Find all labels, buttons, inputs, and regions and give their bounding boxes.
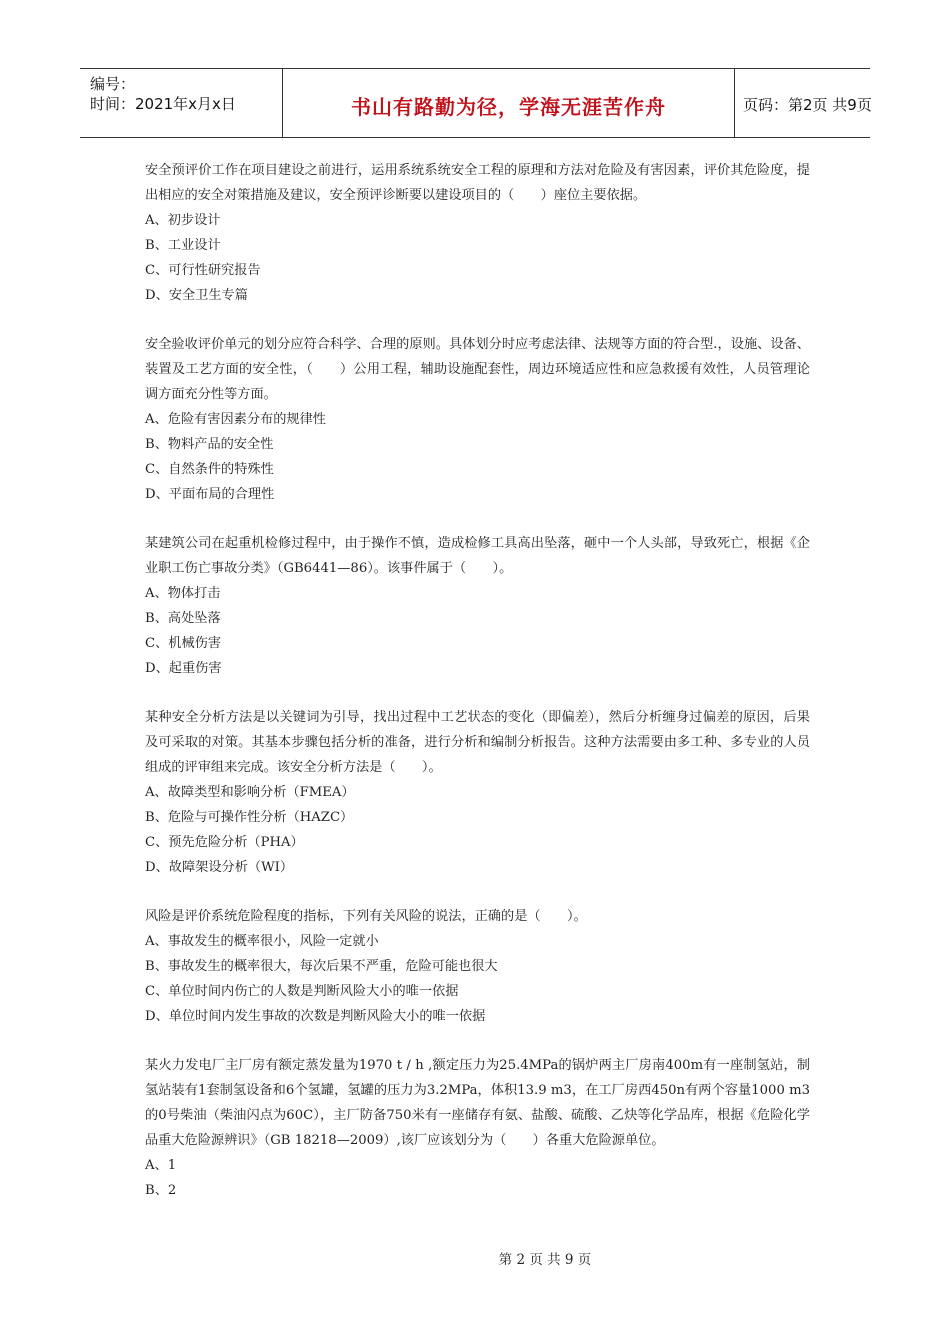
option-b: B、物料产品的安全性 <box>145 437 274 452</box>
question-item <box>145 531 810 681</box>
option-a: A、危险有害因素分布的规律性 <box>145 412 326 427</box>
option-b: B、2 <box>145 1183 177 1198</box>
header-page-code: 页码：第2页 共9页 <box>743 96 872 114</box>
header-motto-cell <box>283 69 735 137</box>
option-d: D、起重伤害 <box>145 661 222 676</box>
document-number-label: 编号： <box>90 75 136 93</box>
option-d: D、安全卫生专篇 <box>145 288 248 303</box>
header-motto: 书山有路勤为径，学海无涯苦作舟 <box>351 95 666 119</box>
question-item <box>145 158 810 308</box>
option-b: B、事故发生的概率很大，每次后果不严重，危险可能也很大 <box>145 959 498 974</box>
question-item <box>145 705 810 880</box>
question-stem: 安全预评价工作在项目建设之前进行，运用系统系统安全工程的原理和方法对危险及有害因素，评价其危险度，提出相应的安全对策措施及建议，安全预评诊断要以建设项目的（ ）座位主要依据。 <box>145 163 810 203</box>
question-stem: 某种安全分析方法是以关键词为引导，找出过程中工艺状态的变化（即偏差），然后分析缠身过偏差的原因，后果及可采取的对策。其基本步骤包括分析的准备，进行分析和编制分析报告。这种方法需要由多工种、多专业的人员组成的评审组来完成。该安全分析方法是（ ）。 <box>145 710 810 775</box>
option-a: A、物体打击 <box>145 586 221 601</box>
document-time-label: 时间：2021年x月x日 <box>90 95 236 113</box>
page-header <box>80 68 870 138</box>
option-c: C、预先危险分析（PHA） <box>145 835 304 850</box>
header-meta-cell <box>80 69 283 137</box>
question-item <box>145 1053 810 1203</box>
option-d: D、故障架设分析（WI） <box>145 860 294 875</box>
option-c: C、自然条件的特殊性 <box>145 462 274 477</box>
question-item <box>145 332 810 507</box>
question-stem: 某建筑公司在起重机检修过程中，由于操作不慎，造成检修工具高出坠落，砸中一个人头部，导致死亡，根据《企业职工伤亡事故分类》（GB6441—86）。该事件属于（ ）。 <box>145 536 810 576</box>
option-a: A、1 <box>145 1158 177 1173</box>
question-list <box>145 158 810 1227</box>
option-c: C、单位时间内伤亡的人数是判断风险大小的唯一依据 <box>145 984 459 999</box>
question-stem: 安全验收评价单元的划分应符合科学、合理的原则。具体划分时应考虑法律、法规等方面的符合型.，设施、设备、装置及工艺方面的安全性，（ ）公用工程，辅助设施配套性，周边环境适应性和应急救援有效性，人员管理论调方面充分性等方面。 <box>145 337 810 402</box>
option-a: A、事故发生的概率很小，风险一定就小 <box>145 934 379 949</box>
question-stem: 某火力发电厂主厂房有额定蒸发量为1970 t / h ,额定压力为25.4MPa的锅炉两主厂房南400m有一座制氢站，制氢站装有1套制氢设备和6个氢罐，氢罐的压力为3.2MPa，体积13.9 m3，在工厂房西450n有两个容量1000 m3的0号柴油（柴油闪点为60C），主厂防备750米有一座储存有氨、盐酸、硫酸、乙炔等化学品库，根据《危险化学品重大危险源辨识》（GB 18218—2009）,该厂应该划分为（ ）各重大危险源单位。 <box>145 1058 810 1148</box>
question-item <box>145 904 810 1029</box>
option-a: A、故障类型和影响分析（FMEA） <box>145 785 355 800</box>
option-d: D、单位时间内发生事故的次数是判断风险大小的唯一依据 <box>145 1009 486 1024</box>
header-page-cell <box>735 69 870 137</box>
question-stem: 风险是评价系统危险程度的指标，下列有关风险的说法，正确的是（ ）。 <box>145 909 587 924</box>
option-b: B、工业设计 <box>145 238 221 253</box>
page-footer: 第 2 页 共 9 页 <box>498 1252 592 1268</box>
option-d: D、平面布局的合理性 <box>145 487 275 502</box>
option-b: B、高处坠落 <box>145 611 221 626</box>
option-c: C、机械伤害 <box>145 636 222 651</box>
option-c: C、可行性研究报告 <box>145 263 261 278</box>
option-a: A、初步设计 <box>145 213 221 228</box>
option-b: B、危险与可操作性分析（HAZC） <box>145 810 354 825</box>
